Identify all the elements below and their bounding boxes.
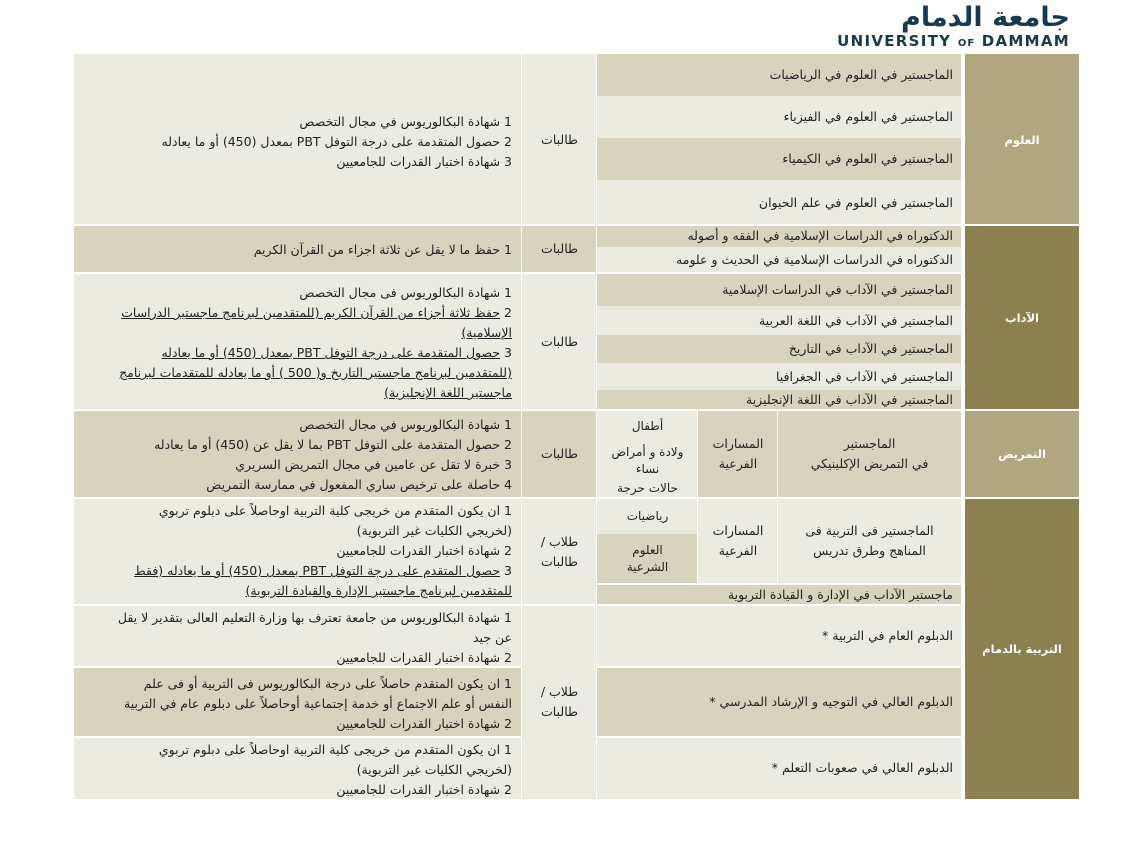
grid-line <box>596 54 597 799</box>
college-arts: الآداب <box>965 225 1079 410</box>
program-chemistry: الماجستير في العلوم في الكيمياء <box>597 138 961 180</box>
program-islamic-studies: الماجستير في الآداب في الدراسات الإسلامية <box>597 273 961 306</box>
science-requirements: 1 شهادة البكالوريوس في مجال التخصص 2 حصول المتقدمة على درجة التوفل PBT بمعدل (450) أو ما يعادله 3 شهادة اختبار القدرات للجامعيين <box>74 54 522 225</box>
grid-line <box>74 497 962 499</box>
college-nursing: التمريض <box>965 410 1079 498</box>
college-education: التربية بالدمام <box>965 498 1079 799</box>
program-history: الماجستير في الآداب في التاريخ <box>597 335 961 363</box>
grid-line <box>962 54 965 799</box>
learning-difficulties-requirements: 1 ان يكون المتقدم من خريجى كلية التربية اوحاصلاً على دبلوم تربوي (لخريجي الكليات غير التربوية) 2 شهادة اختبار القدرات للجامعيين <box>74 737 522 799</box>
program-curricula: الماجستير فى التربية فى المناهج وطرق تدريس <box>778 498 961 584</box>
program-arabic: الماجستير في الآداب في اللغة العربية <box>597 306 961 335</box>
grid-line <box>597 736 962 738</box>
track-pediatrics: أطفال <box>597 410 698 443</box>
program-hadith-phd: الدكتوراه في الدراسات الإسلامية في الحديث و علومه <box>597 247 961 273</box>
grid-line <box>965 497 1079 499</box>
science-gender: طالبات <box>522 54 597 225</box>
general-diploma-requirements: 1 شهادة البكالوريوس من جامعة تعترف بها وزارة التعليم العالى بتقدير لا يقل عن جيد 2 شهادة اختبار القدرات للجامعيين <box>74 605 522 667</box>
grid-line <box>521 54 522 799</box>
logo-english: UNIVERSITY OF DAMMAM <box>837 32 1070 50</box>
college-science: العلوم <box>965 54 1079 225</box>
program-geography: الماجستير في الآداب في الجغرافيا <box>597 363 961 390</box>
nursing-gender: طالبات <box>522 410 597 498</box>
grid-line <box>965 409 1079 411</box>
program-math: الماجستير في العلوم في الرياضيات <box>597 54 961 96</box>
program-general-diploma: الدبلوم العام في التربية * <box>597 605 961 667</box>
track-critical-care: حالات حرجة <box>597 478 698 498</box>
program-english: الماجستير في الآداب في اللغة الإنجليزية <box>597 390 961 410</box>
program-zoology: الماجستير في العلوم في علم الحيوان <box>597 180 961 225</box>
logo-arabic: جامعة الدمام <box>901 2 1070 33</box>
grid-line <box>74 604 962 606</box>
islamic-gender: طالبات <box>522 225 597 273</box>
grid-line <box>74 736 522 738</box>
grid-line <box>74 224 962 226</box>
grid-line <box>74 272 962 274</box>
guidance-diploma-requirements: 1 ان يكون المتقدم حاصلاً على درجة البكالوريوس فى التربية أو فى علم النفس أو علم الاجتماع أو خدمة إجتماعية أوحاصلاً على دبلوم عام في التربية 2 شهادة اختبار القدرات للجامعيين <box>74 667 522 737</box>
education-requirements: 1 ان يكون المتقدم من خريجى كلية التربية اوحاصلاً على دبلوم تربوي (لخريجي الكليات غير التربوية) 2 شهادة اختبار القدرات للجامعيين 3 حصول المتقدم على درجة التوفل PBT بمعدل (450) أو ما يعادله (فقط للمتقدمين لبرنامج ماجستير الإدارة والقيادة التربوية) <box>74 498 522 605</box>
program-fiqh-phd: الدكتوراه في الدراسات الإسلامية في الفقه و أصوله <box>597 225 961 247</box>
track-sharia: العلوم الشرعية <box>597 534 698 584</box>
grid-line <box>965 224 1079 226</box>
grid-line <box>597 666 962 668</box>
nursing-tracks-label: المسارات الفرعية <box>698 410 778 498</box>
diplomas-gender: طلاب / طالبات <box>522 605 597 799</box>
grid-line <box>597 583 962 585</box>
education-tracks-label: المسارات الفرعية <box>698 498 778 584</box>
program-learning-difficulties-diploma: الدبلوم العالي في صعوبات التعلم * <box>597 737 961 799</box>
program-guidance-diploma: الدبلوم العالي في التوجيه و الإرشاد المدرسي * <box>597 667 961 737</box>
education-gender: طلاب / طالبات <box>522 498 597 605</box>
program-physics: الماجستير في العلوم في الفيزياء <box>597 96 961 138</box>
grid-line <box>74 409 962 411</box>
program-edu-leadership: ماجستير الآداب في الإدارة و القيادة التربوية <box>597 584 961 605</box>
nursing-requirements: 1 شهادة البكالوريوس في مجال التخصص 2 حصول المتقدمة على التوفل PBT بما لا يقل عن (450) أو ما يعادله 3 خبرة لا تقل عن عامين في مجال التمريض السريري 4 حاصلة على ترخيص ساري المفعول في ممارسة التمريض <box>74 410 522 498</box>
track-math: رياضيات <box>597 498 698 534</box>
program-clinical-nursing: الماجستير في التمريض الإكلينيكي <box>778 410 961 498</box>
islamic-requirements: 1 حفظ ما لا يقل عن ثلاثة اجزاء من القرآن الكريم <box>74 225 522 273</box>
arts-gender: طالبات <box>522 273 597 410</box>
arts-requirements: 1 شهادة البكالوريوس فى مجال التخصص 2 حفظ ثلاثة أجزاء من القرآن الكريم (للمتقدمين لبرنامج ماجستير الدراسات الإسلامية) 3 حصول المتقدمة على درجة التوفل PBT بمعدل (450) أو ما يعادله (للمتقدمين لبرنامج ماجستير التاريخ و( 500 ) أو ما يعادله للمتقدمات لبرنامج ماجستير اللغة الإنجليزية) <box>74 273 522 410</box>
track-obstetrics: ولادة و أمراض نساء <box>597 443 698 478</box>
grid-line <box>74 666 522 668</box>
